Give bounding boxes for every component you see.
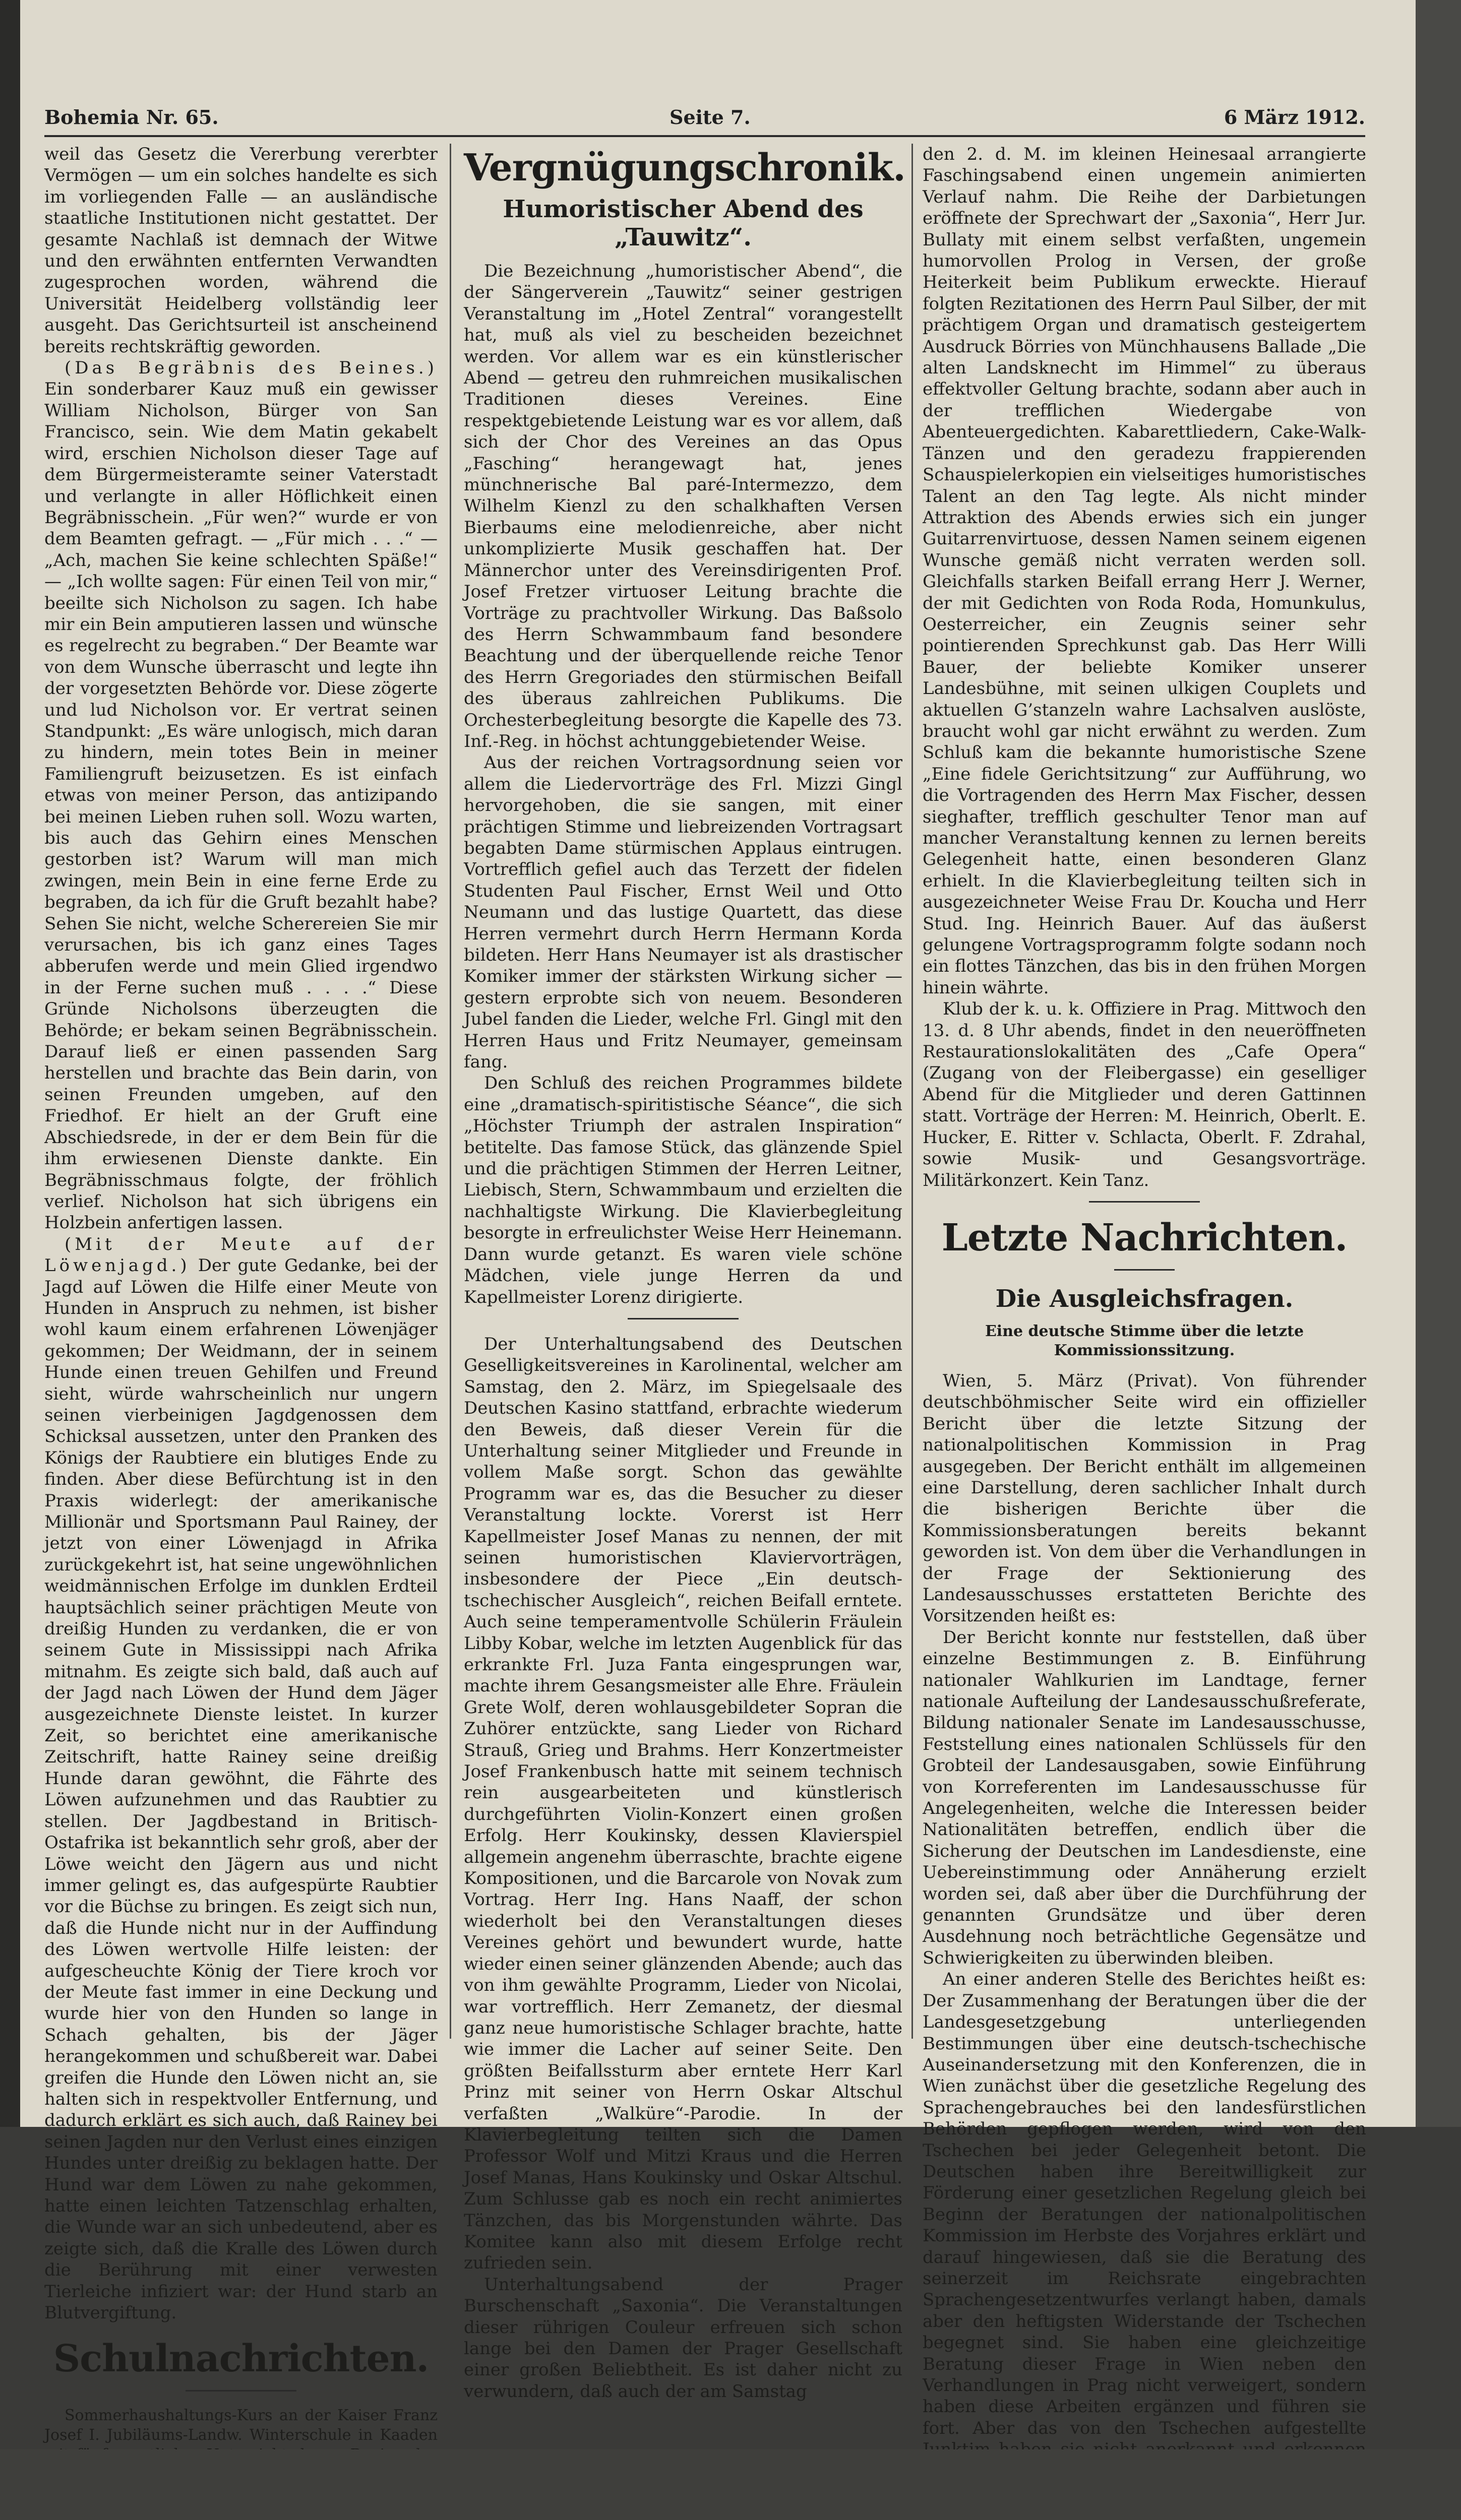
header-date: 6 März 1912. bbox=[1224, 106, 1365, 129]
article-text: Aus der reichen Vortragsordnung seien vor allem die Liedervorträge des Frl. Mizzi Gingl hervorgehoben, die sie sangen, mit einer prächtigen Stimme und liebreizenden Vortragsart begabten Dame stürmischen Applaus eintrugen. Vortrefflich gefiel auch das Terzett der fidelen Studenten Paul Fischer, Ernst Weil und Otto Neumann und das lustige Quartett, das diese Herren vermehrt durch Herrn Hermann Korda bildeten. Herr Hans Neumayer ist als drastischer Komiker immer der stärksten Wirkung sicher — gestern erprobte sich von neuem. Besonderen Jubel fanden die Lieder, welche Frl. Gingl mit den Herren Haus und Fritz Neumayer, gemeinsam fang. bbox=[464, 752, 902, 1073]
header-masthead: Bohemia Nr. 65. bbox=[44, 106, 219, 129]
article-text: Ein sonderbarer Kauz muß ein gewisser William Nicholson, Bürger von San Francisco, sein. Wie dem Matin gekabelt wird, erschien Nicholson dieser Tage auf dem Bürgermeisteramte seiner Vaterstadt und verlangte in aller Höflichkeit einen Begräbnisschein. „Für wen?“ wurde er von dem Beamten gefragt. — „Für mich . . .“ — „Ach, machen Sie keine schlechten Späße!“ — „Ich wollte sagen: Für einen Teil von mir,“ beeilte sich Nicholson zu sagen. Ich habe mir ein Bein amputieren lassen und wünsche es regelrecht zu begraben.“ Der Beamte war von dem Wunsche überrascht und legte ihn der vorgesetzten Behörde vor. Diese zögerte und lud Nicholson vor. Er vertrat seinen Standpunkt: „Es wäre unlogisch, mich daran zu hindern, mein totes Bein in meiner Familiengruft beizusetzen. Es ist einfach etwas von meiner Person, das antizipando bei meinen Lieben ruhen soll. Wozu warten, bis auch das Gehirn eines Menschen gestorben ist? Warum will man mich zwingen, mein Bein in eine ferne Erde zu begraben, da ich für die Gruft bezahlt habe? Sehen Sie nicht, welche Scherereien Sie mir verursachen, bis ich ganz eines Tages abberufen werde und mein Glied irgendwo in der Ferne suchen muß . . . .“ Diese Gründe Nicholsons überzeugten die Behörde; er bekam seinen Begräbnisschein. Darauf ließ er einen passenden Sarg herstellen und brachte das Bein darin, von seinen Freunden umgeben, auf den Friedhof. Er hielt an der Gruft eine Abschiedsrede, in der er dem Bein für die ihm erwiesenen Dienste dankte. Ein Begräbnisschmaus folgte, der fröhlich verlief. Nicholson hat sich übrigens ein Holzbein anfertigen lassen. bbox=[44, 379, 438, 1233]
page-header bbox=[44, 106, 1365, 136]
article-text: Unterhaltungsabend der Prager Burschenschaft „Saxonia“. Die Veranstaltungen dieser rührigen Couleur erfreuen sich schon lange bei den Damen der Prager Gesellschaft einer großen Beliebtheit. Es ist daher nicht zu verwundern, daß auch der am Samstag bbox=[464, 2274, 902, 2402]
article-text: Wien, 5. März (Privat). Von führender deutschböhmischer Seite wird ein offizieller Bericht über die letzte Sitzung der nationalpolitischen Kommission in Prag ausgegeben. Der Bericht enthält im allgemeinen eine Darstellung, deren sachlicher Inhalt durch die bisherigen Berichte über die Kommissionsberatungen bereits bekannt geworden ist. Von dem über die Verhandlungen in der Frage der Sektionierung des Landesausschusses erstatteten Berichte des Vorsitzenden heißt es: bbox=[923, 1370, 1366, 1626]
article-text: An einer anderen Stelle des Berichtes heißt es: Der Zusammenhang der Beratungen über die der Landesgesetzgebung unterliegenden Bestimmungen über eine deutsch-tschechische Auseinandersetzung mit den Konferenzen, die in Wien zunächst über die gesetzliche Regelung des Sprachengebrauches bei den landesfürstlichen Behörden gepflogen werden, wird von den Tschechen bei jeder Gelegenheit betont. Die Deutschen haben ihre Bereitwilligkeit zur Förderung einer gesetzlichen Regelung gleich bei Beginn der Beratungen der nationalpolitischen Kommission im Herbste des Vorjahres erklärt und darauf hingewiesen, daß sie die Beratung des seinerzeit im Reichsrate eingebrachten Sprachengesetzentwurfes verlangt haben, damals aber den heftigsten Widerstande der Tschechen begegnet sind. Sie haben eine gleichzeitige Beratung dieser Frage in Wien neben den Verhandlungen in Prag nicht verweigert, sondern haben diese Arbeiten ergänzen und führen sie fort. Aber das von den Tschechen aufgestellte bbox=[923, 1969, 1366, 2438]
article-text: Der Bericht konnte nur feststellen, daß über einzelne Bestimmungen z. B. Einführung nationaler Wahlkurien im Landtage, ferner nationale Aufteilung der Landesausschußreferate, Bildung nationaler Senate im Landesausschusse, Feststellung eines nationalen Schlüssels für den Grobteil der Landesausgaben, sowie Einführung von Korreferenten im Landesausschusse für Angelegenheiten, welche die Interessen beider Nationalitäten betreffen, endlich über die Sicherung der Deutschen im Landesdienste, eine Uebereinstimmung oder Annäherung erzielt worden sei, daß aber über die Durchführung der genannten Grundsätze und über deren Ausdehnung noch beträchtliche Gegensätze und Schwierigkeiten zu überwinden bleiben. bbox=[923, 1627, 1366, 1968]
article-text: weil das Gesetz die Vererbung vererbter Vermögen — um ein solches handelte es sich im vorliegenden Falle — an ausländische staatliche Institutionen nicht gestattet. Der gesamte Nachlaß ist demnach der Witwe und den erwähnten entfernten Verwandten zugesprochen worden, während die Universität Heidelberg vollständig leer ausgeht. Das Gerichtsurteil ist anscheinend bereits rechtskräftig geworden. bbox=[44, 144, 438, 357]
scan-edge-left bbox=[0, 0, 20, 2127]
article-paragraph bbox=[44, 357, 438, 1234]
article-text: Sommerhaushaltungs-Kurs an der Kaiser Franz Josef I. Jubiläums-Landw. Winterschule in Kaaden bbox=[44, 2407, 438, 2444]
scan-edge-right bbox=[1416, 0, 1461, 2127]
article-text: Der Unterhaltungsabend des Deutschen Geselligkeitsvereines in Karolinental, welcher am Samstag, den 2. März, im Spiegelsaale des Deutschen Kasino stattfand, erbrachte wiederum den Beweis, daß dieser Verein für die Unterhaltung seiner Mitglieder und Freunde in vollem Maße sorgt. Schon das gewählte Programm war es, das die Besucher zu dieser Veranstaltung lockte. Vorerst ist Herr Kapellmeister Josef Manas zu nennen, der mit seinen humoristischen Klaviervorträgen, insbesondere der Piece „Ein deutsch-tschechischer Ausgleich“, reichen Beifall erntete. Auch seine temperamentvolle Schülerin Fräulein Libby Kobar, welche im letzten Augenblick für das erkrankte Frl. Juza Fanta eingesprungen war, machte ihrem Gesangsmeister alle Ehre. Fräulein Grete Wolf, deren wohlausgebildeter Sopran die Zuhörer entzückte, sang Lieder von Richard Strauß, Grieg und Brahms. Herr Konzertmeister Josef Frankenbusch hatte mit seinem technisch rein ausgearbeiteten und künstlerisch durchgeführten Violin-Konzert einen großen Erfolg. Herr Koukinsky, dessen Klavierspiel allgemein angenehm überraschte, brachte eigene Kompositionen, und die Barcarole von Novak zum Vortrag. Herr Ing. Hans Naaff, der schon wiederholt bei den Veranstaltungen dieses Vereines gehört und bewundert wurde, hatte wieder einen seiner glänzenden Abende; auch das von ihm gewählte Programm, Lieder von Nicolai, war vortrefflich. Herr Zemanetz, der diesmal ganz neue humoristische Schlager brachte, hatte wie immer die Lacher auf seiner Seite. Den größten Beifallssturm aber erntete Herr Karl Prinz mit seiner von Herrn Oskar Altschul verfaßten „Walküre“-Parodie. In der Klavierbegleitung teilten sich die Damen Professor Wolf und Mitzi Kraus und die Herren Josef Manas, Hans Koukinsky und Oskar Altschul. Zum Schlusse gab es noch ein recht animiertes Tänzchen, das bis Morgenstunden währte. Das Komitee kann also mit diesem Erfolge recht zufrieden sein. bbox=[464, 1334, 902, 2274]
separator bbox=[186, 2390, 296, 2391]
article-lead: (Das Begräbnis des Beines.) bbox=[65, 358, 438, 379]
column-divider-1 bbox=[450, 144, 451, 2039]
article-text: Die Bezeichnung „humoristischer Abend“, die der Sängerverein „Tauwitz“ seiner gestrigen Veranstaltung im „Hotel Zentral“ vorangestellt hat, muß als viel zu bescheiden bezeichnet werden. Vor allem war es ein künstlerischer Abend — getreu den ruhmreichen musikalischen Traditionen dieses Vereines. Eine respektgebietende Leistung war es vor allem, daß sich der Chor des Vereines an das Opus „Fasching“ herangewagt hat, jenes münchnerische Bal paré-Intermezzo, dem Wilhelm Kienzl zu den schalkhaften Versen Bierbaums eine melodienreiche, aber nicht unkomplizierte Musik geschaffen hat. Der Männerchor unter des Vereinsdirigenten Prof. Josef Fretzer virtuoser Leitung brachte die Vorträge zu prachtvoller Wirkung. Das Baßsolo des Herrn Schwammbaum fand besondere Beachtung und der überquellende reiche Tenor des Herrn Gregoriades den stürmischen Beifall des überaus zahlreichen Publikums. Die Orchesterbegleitung besorgte die Kapelle des 73. Inf.-Reg. in höchst achtunggebietender Weise. bbox=[464, 261, 902, 751]
article-heading: Humoristischer Abend des „Tauwitz“. bbox=[503, 195, 864, 251]
article-subheading: Eine deutsche Stimme über die letzte Kommissionssitzung. bbox=[985, 1322, 1304, 1359]
column-3 bbox=[923, 144, 1366, 2438]
column-2 bbox=[464, 144, 905, 2402]
article-text: Klub der k. u. k. Offiziere in Prag. Mittwoch den 13. d. 8 Uhr abends, findet in den neueröffneten Restaurationslokalitäten des „Cafe Opera“ (Zugang von der Fleibergasse) ein geselliger Abend für die Mitglieder und deren Gattinnen statt. Vorträge der Herren: M. Heinrich, Oberlt. E. Hucker, E. Ritter v. Schlacta, Oberlt. F. Zdrahal, sowie Musik- und Gesangsvorträge. Militärkonzert. Kein Tanz. bbox=[923, 999, 1366, 1190]
section-heading: Schulnachrichten. bbox=[53, 2337, 429, 2381]
article-paragraph bbox=[44, 1234, 438, 2324]
article-heading: Die Ausgleichsfragen. bbox=[995, 1284, 1294, 1313]
section-heading: Letzte Nachrichten. bbox=[941, 1216, 1348, 1259]
article-lead: (Mit der Meute auf der Löwenjagd.) bbox=[44, 1234, 438, 1276]
article-text: Den Schluß des reichen Programmes bildete eine „dramatisch-spiritistische Séance“, die sich „Höchster Triumph der astralen Inspiration“ betitelte. Das famose Stück, das glänzende Spiel und die prächtigen Stimmen der Herren Leitner, Liebisch, Stern, Schwammbaum und erzielten die nachhaltigste Wirkung. Die Klavierbegleitung besorgte in erfreulichster Weise Herr Heinemann. Dann wurde getanzt. Es waren viele schöne Mädchen, viele junge Herren da und Kapellmeister Lorenz dirigierte. bbox=[464, 1073, 902, 1307]
separator bbox=[1089, 1201, 1200, 1203]
separator bbox=[628, 1318, 739, 1319]
column-divider-2 bbox=[911, 144, 913, 2039]
header-page-number: Seite 7. bbox=[669, 106, 751, 129]
article-text: Der gute Gedanke, bei der Jagd auf Löwen die Hilfe einer Meute von Hunden in Anspruch zu nehmen, ist bisher wohl kaum einem erfahrenen Löwenjäger gekommen; Der Weidmann, der in seinem Hunde einen treuen Gehilfen und Freund sieht, würde wahrscheinlich nur ungern seinen vierbeinigen Jagdgenossen dem Schicksal aussetzen, unter den Pranken des Königs der Raubtiere ein blutiges Ende zu finden. Aber diese Befürchtung ist in den Praxis widerlegt: der amerikanische Millionär und Sportsmann Paul Rainey, der jetzt von einer Löwenjagd in Afrika zurückgekehrt ist, hat seine ungewöhnlichen weidmännischen Erfolge im dunklen Erdteil hauptsächlich seiner prächtigen Meute von dreißig Hunden zu verdanken, die er von seinem Gute in Mississippi nach Afrika mitnahm. Es zeigte sich bald, daß auch auf der Jagd nach Löwen der Hund dem Jäger ausgezeichnete Dienste leistet. In kurzer Zeit, so berichtet eine amerikanische Zeitschrift, hatte Rainey seine dreißig Hunde daran gewöhnt, die Fährte des Löwen aufzunehmen und das Raubtier zu stellen. Der Jagdbestand in Britisch-Ostafrika ist bekanntlich sehr groß, aber der Löwe weicht den Jägern aus und nicht immer gelingt es, das aufgespürte Raubtier vor die Büchse zu bringen. Es zeigt sich nun, daß die Hunde nicht nur in der Auffindung des Löwen wertvolle Hilfe leisten: der aufgescheuchte König der Tiere kroch vor der Meute fast immer in eine Deckung und wurde hier von den Hunden so lange in Schach gehalten, bis der Jäger herangekommen und schußbereit war. Dabei greifen die Hunde den Löwen nicht an, sie halten sich in respektvoller Entfernung, und dadurch erklärt es sich auch, daß Rainey bei seinen Jagden nur den Verlust eines einzigen Hundes unter dreißig zu beklagen hatte. Der Hund war dem Löwen zu nahe gekommen, hatte einen leichten Tatzenschlag erhalten, die Wunde war an sich unbedeutend, aber es zeigte sich, daß die Kralle des Löwen durch die Berührung mit einer verwesten Tierleiche infiziert war: der Hund starb an Blutvergiftung. bbox=[44, 1255, 438, 2323]
column-1 bbox=[44, 144, 438, 2444]
scan-edge-bottom bbox=[0, 2449, 1461, 2520]
article-text: den 2. d. M. im kleinen Heinesaal arrangierte Faschingsabend einen ungemein animierten Verlauf nahm. Die Reihe der Darbietungen eröffnete der Sprechwart der „Saxonia“, Herr Jur. Bullaty mit einem selbst verfaßten, ungemein humorvollen Prolog in Versen, der große Heiterkeit beim Publikum erweckte. Hierauf folgten Rezitationen des Herrn Paul Silber, der mit prächtigem Organ und dramatisch gesteigertem Ausdruck Börries von Münchhausens Ballade „Die alten Landsknecht im Himmel“ zu überaus effektvoller Geltung brachte, sodann aber auch in der trefflichen Wiedergabe von Abenteuergedichten. Kabarettliedern, Cake-Walk-Tänzen und den geradezu frappierenden Schauspielerkopien ein vielseitiges humoristisches Talent an den Tag legte. Als nicht minder Attraktion des Abends erwies sich ein junger Guitarrenvirtuose, dessen Namen seinem eigenen Wunsche gemäß nicht verraten werden soll. Gleichfalls starken Beifall errang Herr J. Werner, der mit Gedichten von Roda Roda, Homunkulus, Oesterreicher, ein Zeugnis seiner sehr pointierenden Sprechkunst gab. Das Herr Willi Bauer, der beliebte Komiker unserer Landesbühne, mit seinen ulkigen Couplets und aktuellen G’stanzeln wahre Lachsalven auslöste, braucht wohl gar nicht erwähnt zu werden. Zum Schluß kam die bekannte humoristische Szene „Eine fidele Gerichtsitzung“ zur Aufführung, wo die Vortragenden des Herrn Max Fischer, dessen sieghafter, trefflich geschulter Tenor man auf mancher Veranstaltung kennen zu lernen bereits Gelegenheit hatte, einen besonderen Glanz erhielt. In die Klavierbegleitung teilten sich in ausgezeichneter Weise Frau Dr. Koucha und Herr Stud. Ing. Heinrich Bauer. Auf das äußerst gelungene Vortragsprogramm folgte sodann noch ein flottes Tänzchen, das bis in den frühen Morgen hinein währte. bbox=[923, 144, 1366, 998]
header-rule bbox=[44, 135, 1365, 137]
separator bbox=[1114, 1269, 1175, 1271]
section-heading: Vergnügungschronik. bbox=[464, 146, 905, 190]
